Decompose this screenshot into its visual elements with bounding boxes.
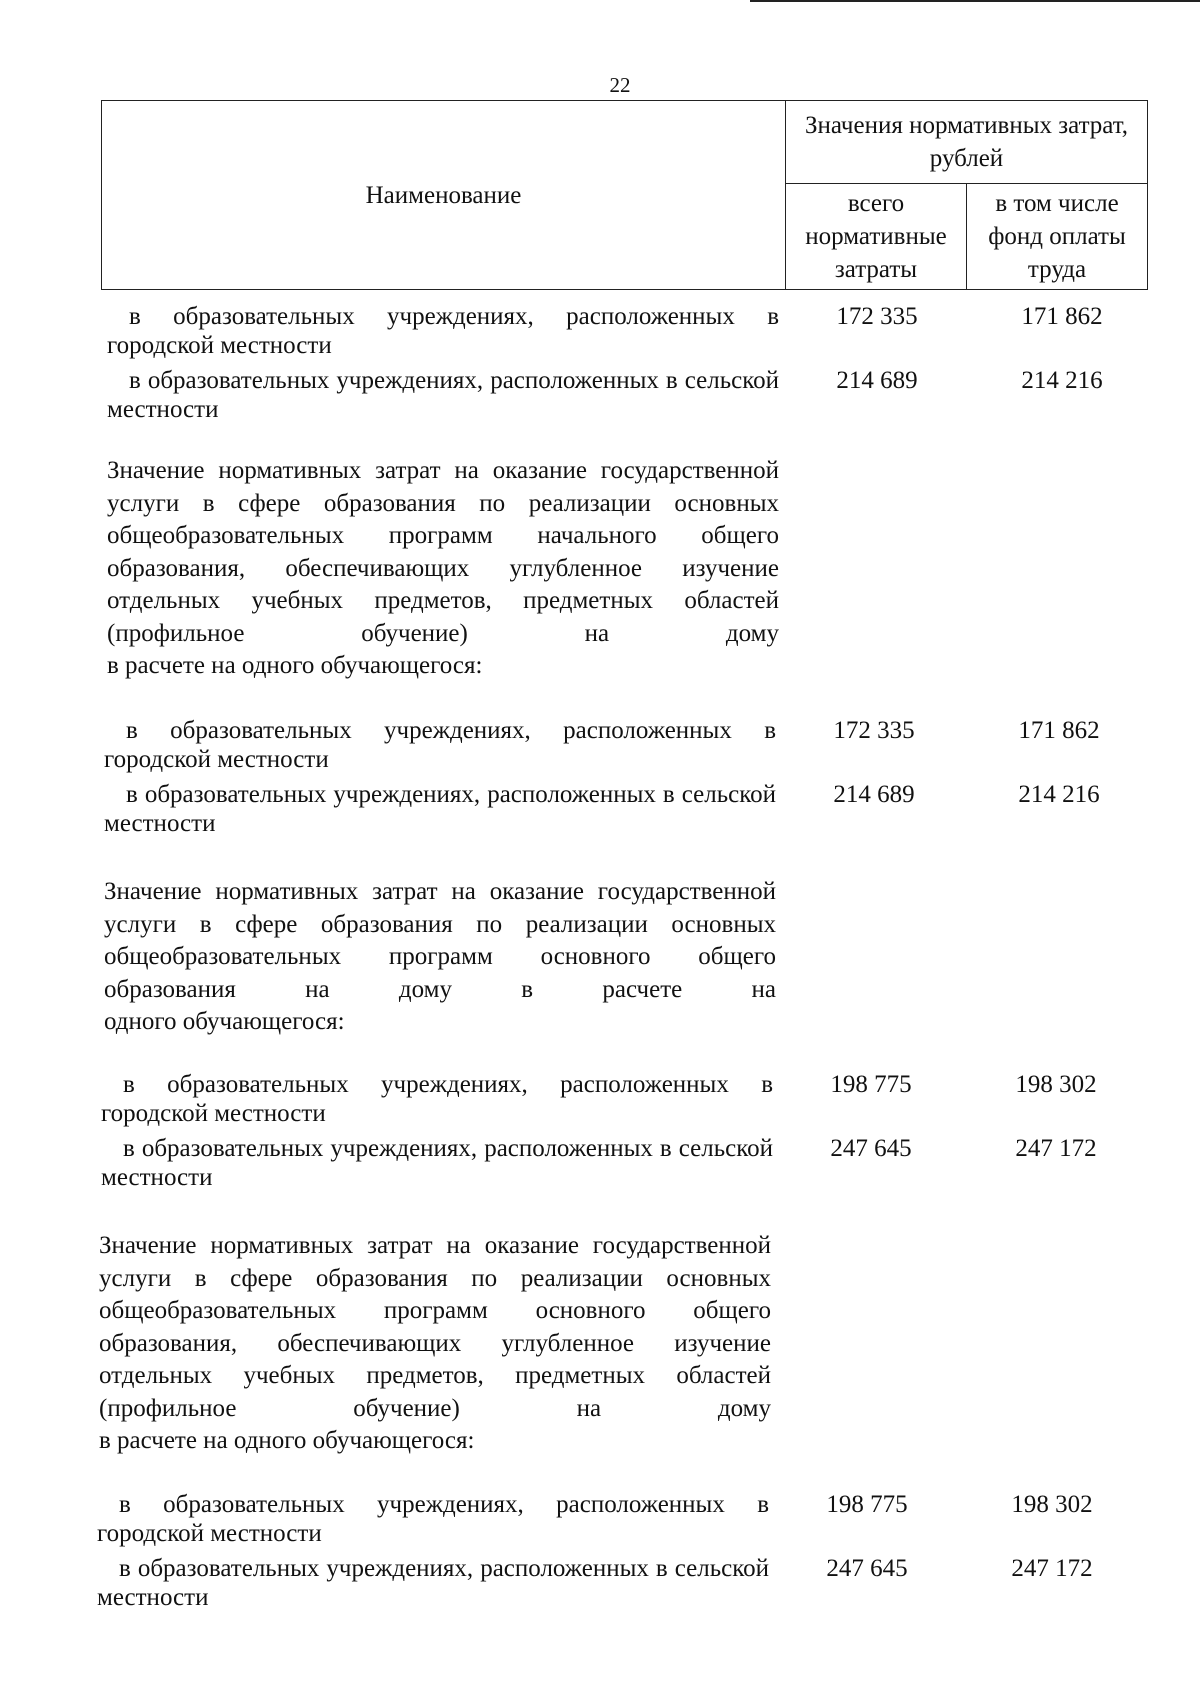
row-label: в образовательных учреждениях, расположенных в городской местности <box>104 717 776 773</box>
section-description <box>99 1230 771 1458</box>
row-total: 214 689 <box>836 367 918 394</box>
row-total: 247 645 <box>826 1555 908 1582</box>
row-label: в образовательных учреждениях, расположенных в сельской местности <box>101 1135 773 1191</box>
top-border-line <box>750 0 1200 2</box>
row-total: 198 775 <box>830 1071 912 1098</box>
row-payroll: 214 216 <box>1021 367 1103 394</box>
row-payroll: 198 302 <box>1015 1071 1097 1098</box>
row-label: в образовательных учреждениях, расположенных в городской местности <box>97 1491 769 1547</box>
row-payroll: 247 172 <box>1011 1555 1093 1582</box>
row-total: 247 645 <box>830 1135 912 1162</box>
row-label: в образовательных учреждениях, расположенных в городской местности <box>101 1071 773 1127</box>
row-total: 214 689 <box>833 781 915 808</box>
header-name: Наименование <box>102 101 786 290</box>
header-values-group: Значения нормативных затрат, рублей <box>786 101 1148 184</box>
row-label: в образовательных учреждениях, расположенных в сельской местности <box>107 367 779 423</box>
header-total: всего нормативные затраты <box>786 184 967 290</box>
section-text-last-line: в расчете на одного обучающегося: <box>107 652 483 679</box>
section-text-last-line: в расчете на одного обучающегося: <box>99 1427 475 1454</box>
page-number: 22 <box>609 73 631 97</box>
section-text: Значение нормативных затрат на оказание государственной услуги в сфере образования по реализации основных общеобразовательных программ начального общего образования, обеспечивающих углубленное изучение отдельных учебных предметов, предметных областей (профильное обучение) на дому <box>107 457 779 647</box>
row-label: в образовательных учреждениях, расположенных в городской местности <box>107 303 779 359</box>
row-label: в образовательных учреждениях, расположенных в сельской местности <box>104 781 776 837</box>
row-total: 198 775 <box>826 1491 908 1518</box>
row-label: в образовательных учреждениях, расположенных в сельской местности <box>97 1555 769 1611</box>
row-total: 172 335 <box>836 303 918 330</box>
row-payroll: 171 862 <box>1018 717 1100 744</box>
row-payroll: 171 862 <box>1021 303 1103 330</box>
section-text: Значение нормативных затрат на оказание государственной услуги в сфере образования по реализации основных общеобразовательных программ основного общего образования, обеспечивающих углубленное изучение отдельных учебных предметов, предметных областей (профильное обучение) на дому <box>99 1232 771 1422</box>
section-text: Значение нормативных затрат на оказание государственной услуги в сфере образования по реализации основных общеобразовательных программ основного общего образования на дому в расчете на <box>104 878 776 1003</box>
row-payroll: 198 302 <box>1011 1491 1093 1518</box>
table-header <box>101 100 1148 290</box>
section-description <box>104 876 776 1039</box>
row-total: 172 335 <box>833 717 915 744</box>
row-payroll: 214 216 <box>1018 781 1100 808</box>
section-description <box>107 455 779 683</box>
section-text-last-line: одного обучающегося: <box>104 1008 345 1035</box>
header-payroll: в том числе фонд оплаты труда <box>967 184 1148 290</box>
row-payroll: 247 172 <box>1015 1135 1097 1162</box>
